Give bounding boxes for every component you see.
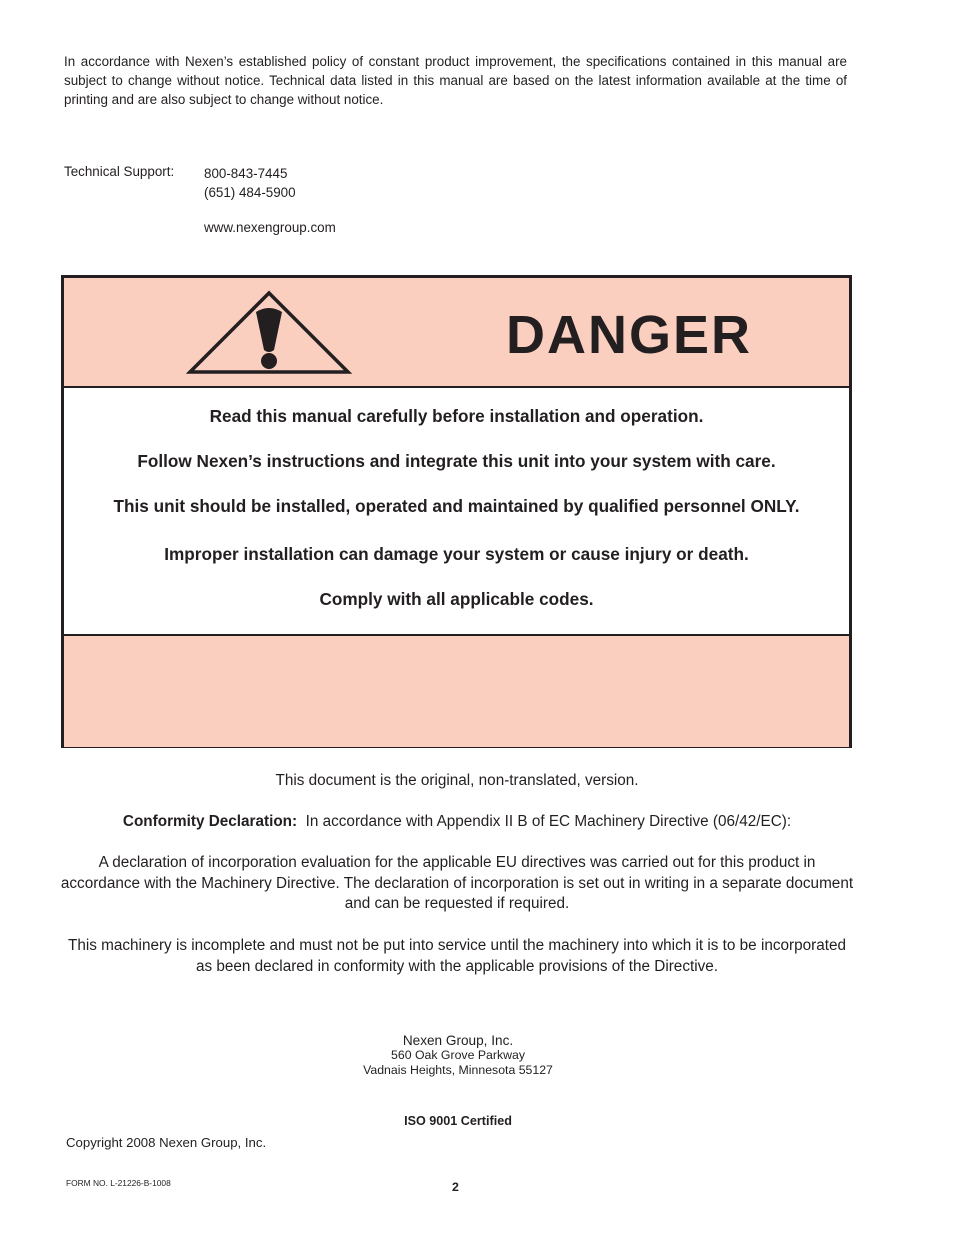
conformity-declaration bbox=[60, 812, 854, 833]
form-number: FORM NO. L-21226-B-1008 bbox=[66, 1178, 171, 1188]
danger-line-1: Read this manual carefully before installation and operation. bbox=[209, 406, 704, 426]
iso-certification: ISO 9001 Certified bbox=[404, 1114, 512, 1128]
warning-triangle-icon bbox=[186, 290, 352, 376]
danger-line-2: Follow Nexen’s instructions and integrate this unit into your system with care. bbox=[137, 451, 776, 471]
incomplete-paragraph: This machinery is incomplete and must not be put into service until the machinery into which it is to be incorporated as been declared in conformity with the applicable provisions of the Directive. bbox=[68, 937, 846, 975]
support-website: www.nexengroup.com bbox=[204, 220, 336, 235]
company-street: 560 Oak Grove Parkway bbox=[391, 1048, 525, 1062]
danger-body bbox=[64, 388, 849, 634]
danger-box bbox=[61, 275, 852, 748]
support-label: Technical Support: bbox=[64, 164, 175, 179]
support-phones bbox=[204, 164, 296, 202]
support-phone-1: 800-843-7445 bbox=[204, 166, 288, 181]
conformity-label: Conformity Declaration: bbox=[122, 813, 298, 830]
danger-header bbox=[64, 278, 849, 388]
danger-title: DANGER bbox=[506, 305, 753, 365]
intro-paragraph: In accordance with Nexen’s established policy of constant product improvement, the specifications contained in this manual are subject to change without notice. Technical data listed in this manual are based on the latest information available at the time of printing and are also subject to change without notice. bbox=[64, 54, 847, 107]
original-note: This document is the original, non-translated, version. bbox=[275, 772, 639, 789]
declaration-paragraph: A declaration of incorporation evaluation for the applicable EU directives was carried out for this product in accordance with the Machinery Directive. The declaration of incorporation is set out in writing in a separate document and can be requested if required. bbox=[60, 854, 854, 912]
danger-footer-band bbox=[64, 634, 849, 747]
danger-line-3: This unit should be installed, operated and maintained by qualified personnel ONLY. bbox=[113, 496, 800, 516]
company-name: Nexen Group, Inc. bbox=[402, 1033, 514, 1048]
support-phone-2: (651) 484-5900 bbox=[204, 185, 296, 200]
conformity-text: In accordance with Appendix II B of EC Machinery Directive (06/42/EC): bbox=[305, 813, 792, 830]
copyright: Copyright 2008 Nexen Group, Inc. bbox=[66, 1135, 267, 1150]
company-address bbox=[300, 1048, 616, 1077]
danger-line-4: Improper installation can damage your system or cause injury or death. bbox=[164, 544, 749, 564]
page-number: 2 bbox=[452, 1180, 459, 1194]
company-city: Vadnais Heights, Minnesota 55127 bbox=[363, 1062, 553, 1077]
danger-line-5: Comply with all applicable codes. bbox=[319, 589, 594, 609]
